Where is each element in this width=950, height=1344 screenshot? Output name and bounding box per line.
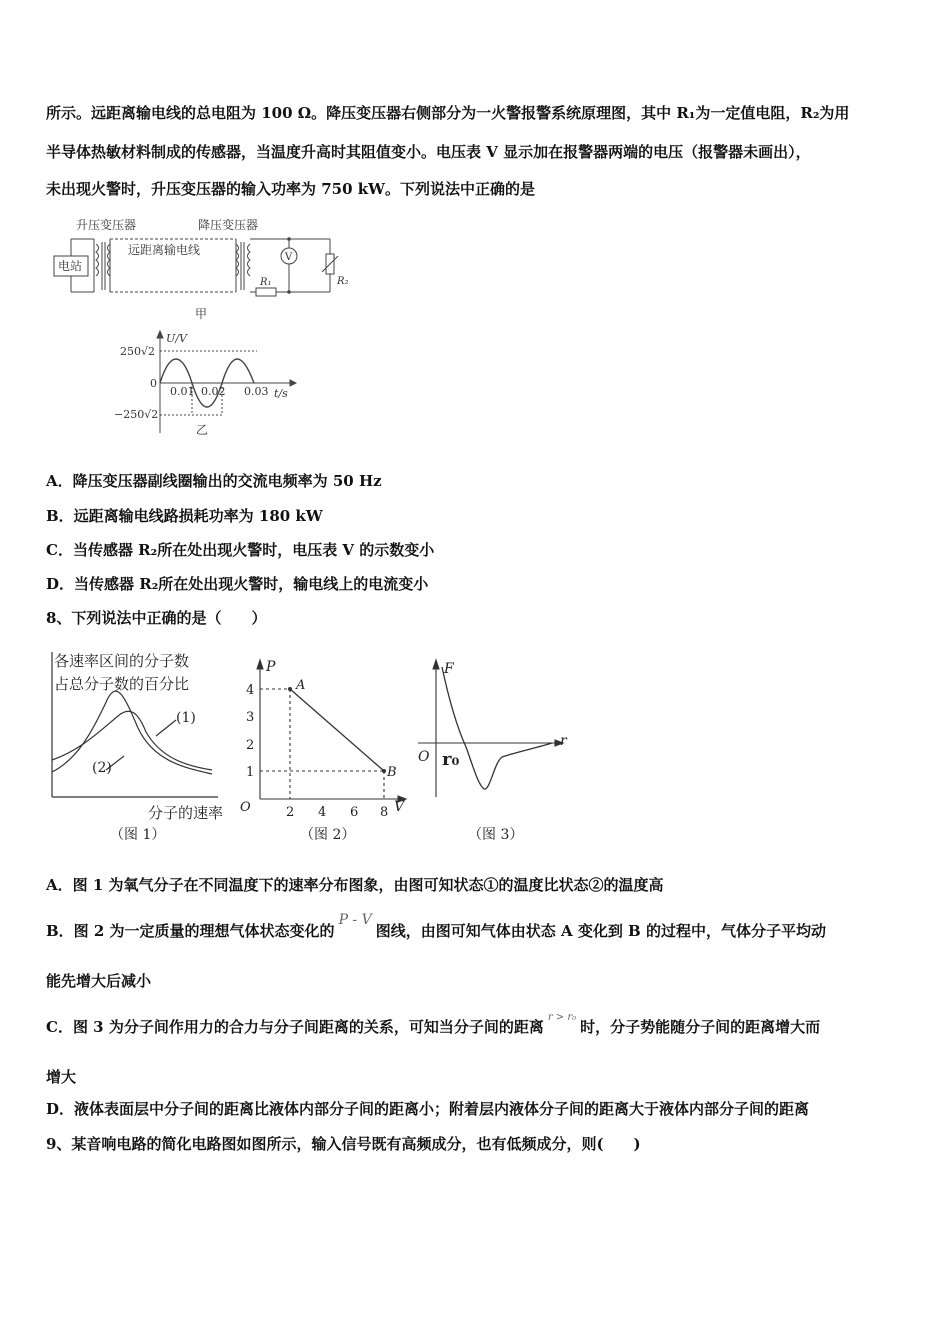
q8-figure-3-force-graph [414,655,579,845]
yi-x-tick-0.01: 0.01 [170,385,195,398]
label-step-down: 降压变压器 [198,218,259,232]
fig2-y-tick-4: 4 [246,683,255,698]
q8-option-b-continued: 能先增大后减小 [46,972,152,990]
q7-option-c: C．当传感器 R₂所在处出现火警时，电压表 V 的示数变小 [46,541,435,559]
fig1-xlabel: 分子的速率 [148,804,224,822]
fig2-point-a-label: A [296,678,306,693]
q8-option-c-formula: r > r₀ [547,1012,577,1023]
q7-option-d: D．当传感器 R₂所在处出现火警时，输电线上的电流变小 [46,575,429,593]
fig3-r0-label: r₀ [442,749,460,770]
q8-stem: 8、下列说法中正确的是（ ） [46,609,267,627]
label-transmission-line: 远距离输电线 [128,243,201,257]
intro-line-2: 半导体热敏材料制成的传感器，当温度升高时其阻值变小。电压表 V 显示加在报警器两端的电压（报警器未画出）， [46,143,811,161]
q8-option-b [46,912,826,941]
q8-option-c [46,1012,821,1037]
fig1-curve-2-label: (2) [92,760,112,776]
yi-y-max-label: 250√2 [120,345,156,358]
fig1-curve-1-label: (1) [176,710,196,726]
q8-option-c-pre: C．图 3 为分子间作用力的合力与分子间距离的关系，可知当分子间的距离 [46,1018,544,1036]
fig2-y-tick-2: 2 [246,738,255,753]
yi-x-tick-0.02: 0.02 [201,385,226,398]
label-step-up: 升压变压器 [76,218,137,232]
yi-x-axis-label: t/s [274,387,288,400]
yi-caption: 乙 [196,423,209,437]
yi-y-axis-label: U/V [166,332,187,345]
fig2-y-tick-3: 3 [246,710,255,725]
fig2-y-axis-label: P [266,659,276,675]
label-r1: R₁ [260,277,272,288]
fig2-x-tick-2: 2 [286,805,295,820]
q8-option-b-post: 图线，由图可知气体由状态 A 变化到 B 的过程中，气体分子平均动 [375,922,826,940]
q8-option-c-continued: 增大 [46,1068,77,1086]
q8-option-d: D．液体表面层中分子间的距离比液体内部分子间的距离小；附着层内液体分子间的距离大于液体内部分子间的距离 [46,1100,810,1118]
q7-option-a: A．降压变压器副线圈输出的交流电频率为 50 Hz [46,472,382,490]
fig2-x-tick-4: 4 [318,805,327,820]
fig3-origin-label: O [418,749,430,765]
q8-option-a: A．图 1 为氧气分子在不同温度下的速率分布图象，由图可知状态①的温度比状态②的温度高 [46,876,664,894]
figure-jia-caption: 甲 [195,307,208,321]
fig2-y-tick-1: 1 [246,765,255,780]
intro-line-3: 未出现火警时，升压变压器的输入功率为 750 kW。下列说法中正确的是 [46,180,535,198]
fig1-ylabel-line1: 各速率区间的分子数 [54,652,190,670]
yi-y-min-label: −250√2 [114,408,159,421]
q8-figure-2-pv-graph [236,655,416,845]
fig2-x-tick-8: 8 [380,805,389,820]
yi-y-zero-label: 0 [150,377,157,390]
q7-option-b: B．远距离输电线路损耗功率为 180 kW [46,507,323,525]
label-voltmeter: V [285,252,293,263]
figure-yi-voltage-graph [112,328,302,440]
fig2-x-axis-label: V [394,799,405,815]
fig3-x-axis-label: r [560,733,567,749]
fig2-point-b-label: B [387,765,397,780]
q8-option-b-formula: P - V [338,912,372,928]
fig1-ylabel-line2: 占总分子数的百分比 [54,675,190,693]
q9-stem: 9、某音响电路的简化电路图如图所示，输入信号既有高频成分，也有低频成分，则( ) [46,1135,641,1153]
fig2-caption: （图 2） [300,827,356,843]
fig3-caption: （图 3） [468,827,524,843]
yi-x-tick-0.03: 0.03 [244,385,269,398]
fig2-x-tick-6: 6 [350,805,359,820]
fig2-origin-label: O [240,800,251,815]
q8-option-c-post: 时，分子势能随分子间的距离增大而 [580,1018,821,1036]
q8-figure-1-speed-distribution [46,650,236,845]
label-r2: R₂ [337,276,349,287]
q8-option-b-pre: B．图 2 为一定质量的理想气体状态变化的 [46,922,335,940]
intro-line-1: 所示。远距离输电线的总电阻为 100 Ω。降压变压器右侧部分为一火警报警系统原理图，其中 R₁为一定值电阻，R₂为用 [46,104,850,122]
label-station: 电站 [58,259,83,273]
fig1-caption: （图 1） [110,827,166,843]
fig3-y-axis-label: F [444,661,454,677]
